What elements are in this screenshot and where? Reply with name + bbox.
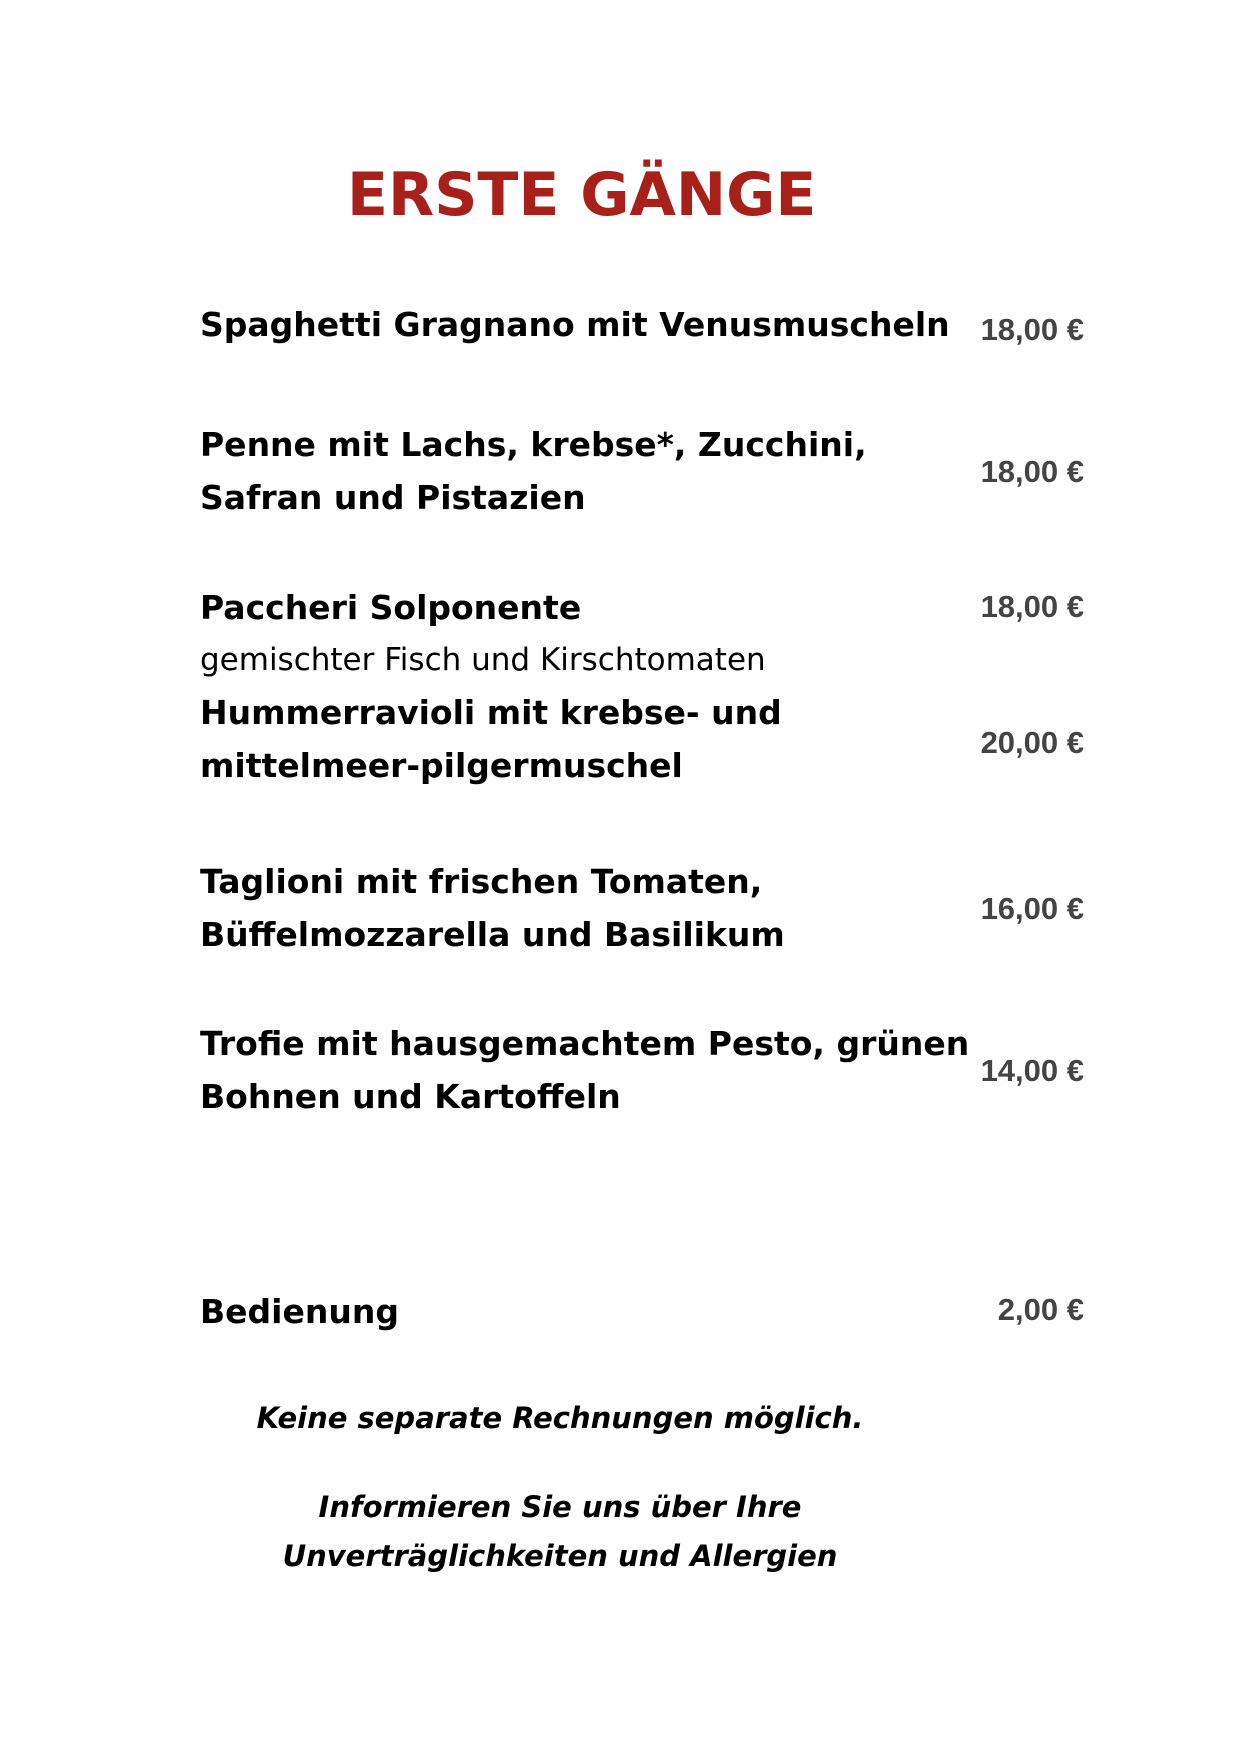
menu-item-name: Spaghetti Gragnano mit Venusmuscheln <box>200 305 950 344</box>
menu-item-name: Penne mit Lachs, krebse*, Zucchini, <box>200 425 867 464</box>
page-title: ERSTE GÄNGE <box>347 160 817 230</box>
menu-item-price: 16,00 € <box>980 891 1084 926</box>
menu-item-description: gemischter Fisch und Kirschtomaten <box>200 642 766 678</box>
menu-item-price: 20,00 € <box>980 725 1084 760</box>
menu-item-price: 14,00 € <box>980 1053 1084 1088</box>
menu-item-name: mittelmeer-pilgermuschel <box>200 746 683 785</box>
menu-item-name: Taglioni mit frischen Tomaten, <box>200 862 763 901</box>
menu-item-name: Bohnen und Kartoffeln <box>200 1077 621 1116</box>
service-price: 2,00 € <box>997 1292 1084 1327</box>
menu-item-name: Hummerravioli mit krebse- und <box>200 693 782 732</box>
separate-bills-note: Keine separate Rechnungen möglich. <box>256 1401 864 1435</box>
service-label: Bedienung <box>200 1292 399 1331</box>
menu-item-name: Paccheri Solponente <box>200 588 582 627</box>
menu-item-price: 18,00 € <box>980 454 1084 489</box>
allergy-note-line2: Unverträglichkeiten und Allergien <box>282 1539 838 1573</box>
menu-item-name: Büffelmozzarella und Basilikum <box>200 915 785 954</box>
menu-item-price: 18,00 € <box>980 312 1084 347</box>
menu-item-name: Trofie mit hausgemachtem Pesto, grünen <box>200 1024 970 1063</box>
menu-item-name: Safran und Pistazien <box>200 478 586 517</box>
allergy-note-line1: Informieren Sie uns über Ihre <box>318 1490 802 1524</box>
menu-item-price: 18,00 € <box>980 589 1084 624</box>
